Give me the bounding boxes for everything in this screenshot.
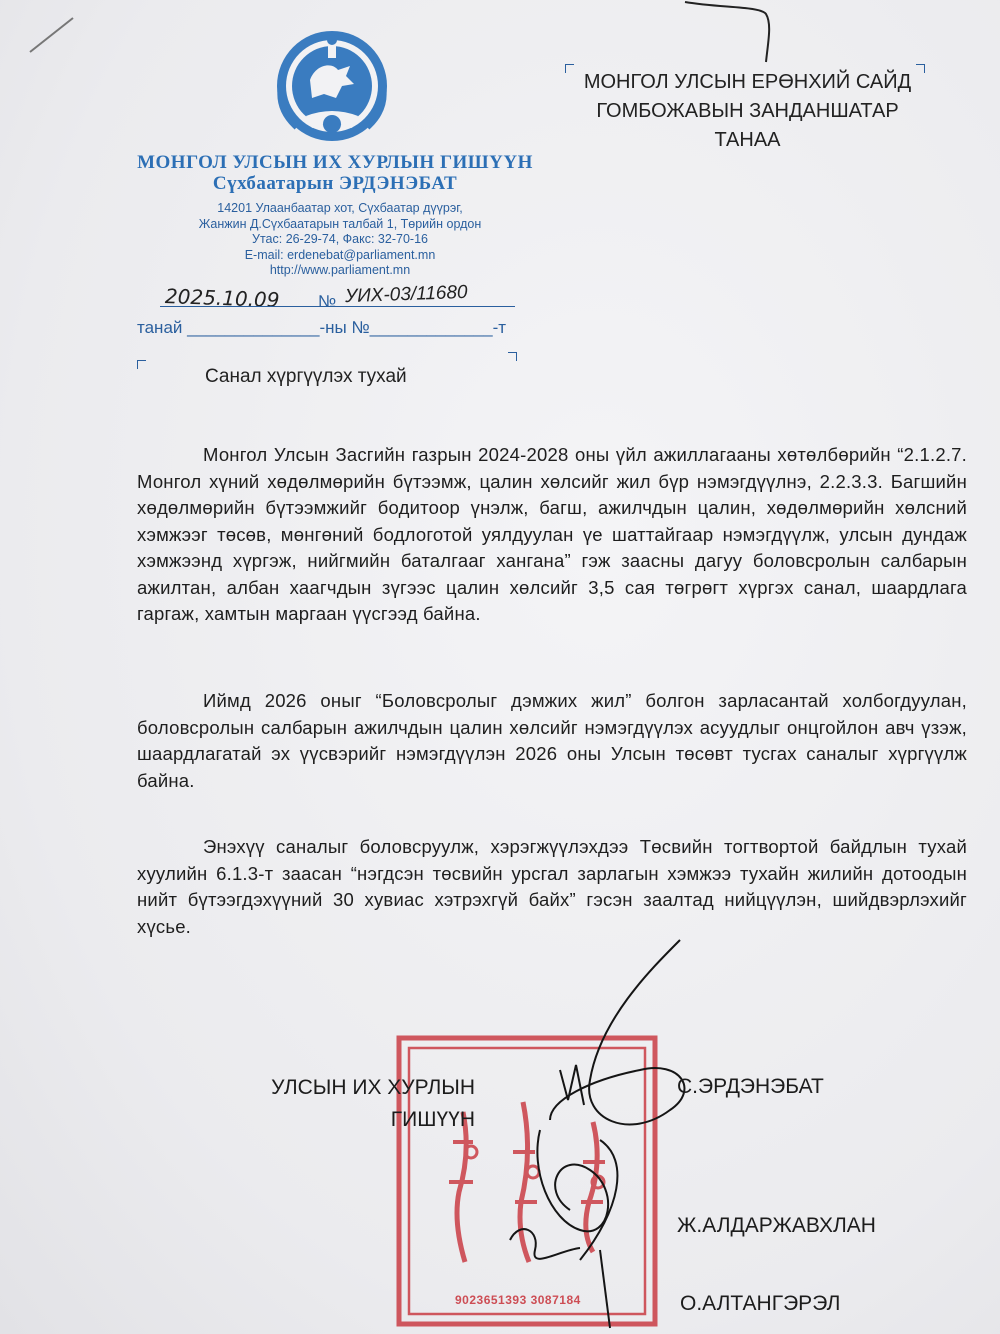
paragraph-text: Энэхүү саналыг боловсруулж, хэрэгжүүлэхдээ Төсвийн тогтвортой байдлын тухай хуулийн 6.1.3-т заасан “нэгдсэн төсвийн урсгал зарлагын хэмжээ тухайн жилийн дотоодын нийт бүтээгдэхүүний 30 хувиас хэтрэхгүй байх” гэсэн заалтад нийцүүлэн, шийдвэрлэхийг хүсье.	[137, 836, 967, 937]
signature-org	[230, 1072, 475, 1136]
email: E-mail: erdenebat@parliament.mn	[244, 247, 436, 262]
body-paragraph-3	[137, 834, 967, 940]
addressee-line-1: МОНГОЛ УЛСЫН ЕРӨНХИЙ САЙД	[583, 71, 912, 93]
addressee	[575, 68, 920, 155]
signer-3: О.АЛТАНГЭРЭЛ	[680, 1292, 841, 1315]
signer-2: Ж.АЛДАРЖАВХЛАН	[677, 1214, 876, 1237]
handwritten-signature	[480, 930, 760, 1330]
pencil-mark	[25, 10, 85, 60]
addressee-line-2: ГОМБОЖАВЫН ЗАНДАНШАТАР	[596, 100, 899, 122]
corner-mark	[137, 360, 146, 369]
letterhead-person: Сүхбаатарын ЭРДЭНЭБАТ	[212, 173, 458, 194]
letterhead-org: МОНГОЛ УЛСЫН ИХ ХУРЛЫН ГИШҮҮН	[137, 152, 533, 173]
addressee-line-3: ТАНАА	[714, 129, 781, 151]
signer-1: С.ЭРДЭНЭБАТ	[677, 1075, 824, 1098]
stamp-serial: 9023651393 3087184	[455, 1293, 581, 1307]
address-line-1: 14201 Улаанбаатар хот, Сүхбаатар дүүрэг,	[217, 201, 463, 215]
registration-underline	[160, 306, 515, 307]
address-line-2: Жанжин Д.Сүхбаатарын талбай 1, Төрийн ордон	[198, 216, 482, 231]
corner-mark	[565, 64, 574, 73]
subject-line: Санал хүргүүлэх тухай	[205, 366, 407, 387]
registration-date: 2025.10.09	[164, 284, 280, 312]
registration-number-label: №	[318, 292, 337, 311]
state-emblem-icon	[272, 28, 392, 146]
corner-mark	[508, 352, 517, 361]
reference-line: танай ______________-ны №_____________-т	[137, 318, 507, 337]
phone-fax: Утас: 26-29-74, Факс: 32-70-16	[252, 232, 428, 246]
signature-org-line-1: УЛСЫН ИХ ХУРЛЫН	[271, 1076, 475, 1099]
letterhead-contact	[160, 201, 520, 279]
letterhead-title	[135, 152, 535, 194]
paragraph-text: Иймд 2026 оныг “Боловсролыг дэмжих жил” болгон зарласантай холбогдуулан, боловсролын салбарын ажилчдын цалин хөлсийг нэмэгдүүлэх асуудлыг онцгойлон авч үзэж, шаардлагатай эх үүсвэрийг нэмэгдүүлэн 2026 оны Улсын төсөвт тусгах саналыг хүргүүлж байна.	[137, 690, 967, 791]
registration-number: УИХ-03/11680	[344, 281, 468, 308]
paragraph-text: Монгол Улсын Засгийн газрын 2024-2028 оны үйл ажиллагааны хөтөлбөрийн “2.1.2.7. Монгол хүний хөдөлмөрийн бүтээмж, цалин хөлсийг жил бүр нэмэгдүүлнэ, 2.2.3.3. Багшийн хөдөлмөрийн бүтээмжийг бодитоор үнэлж, багш, ажилчдын цалин, хөдөлмөрийн хөлсний хэмжээг төсөв, мөнгөний бодлоготой уялдуулан үе шаттайгаар нэмэгдүүлж, улсын дундаж хэмжээнд хүргэж, нийгмийн баталгааг хангана” гэж заасны дагуу боловсролын салбарын ажилтан, албан хаагчдын зүгээс цалин хөлсийг 3,5 сая төгрөгт хүргэх санал, шаардлага гаргаж, хамтын маргаан үүсгээд байна.	[137, 444, 967, 624]
signature-org-line-2: ГИШҮҮН	[390, 1108, 475, 1131]
body-paragraph-1	[137, 442, 967, 628]
body-paragraph-2	[137, 688, 967, 794]
website: http://www.parliament.mn	[269, 263, 411, 277]
pen-mark	[680, 0, 800, 70]
